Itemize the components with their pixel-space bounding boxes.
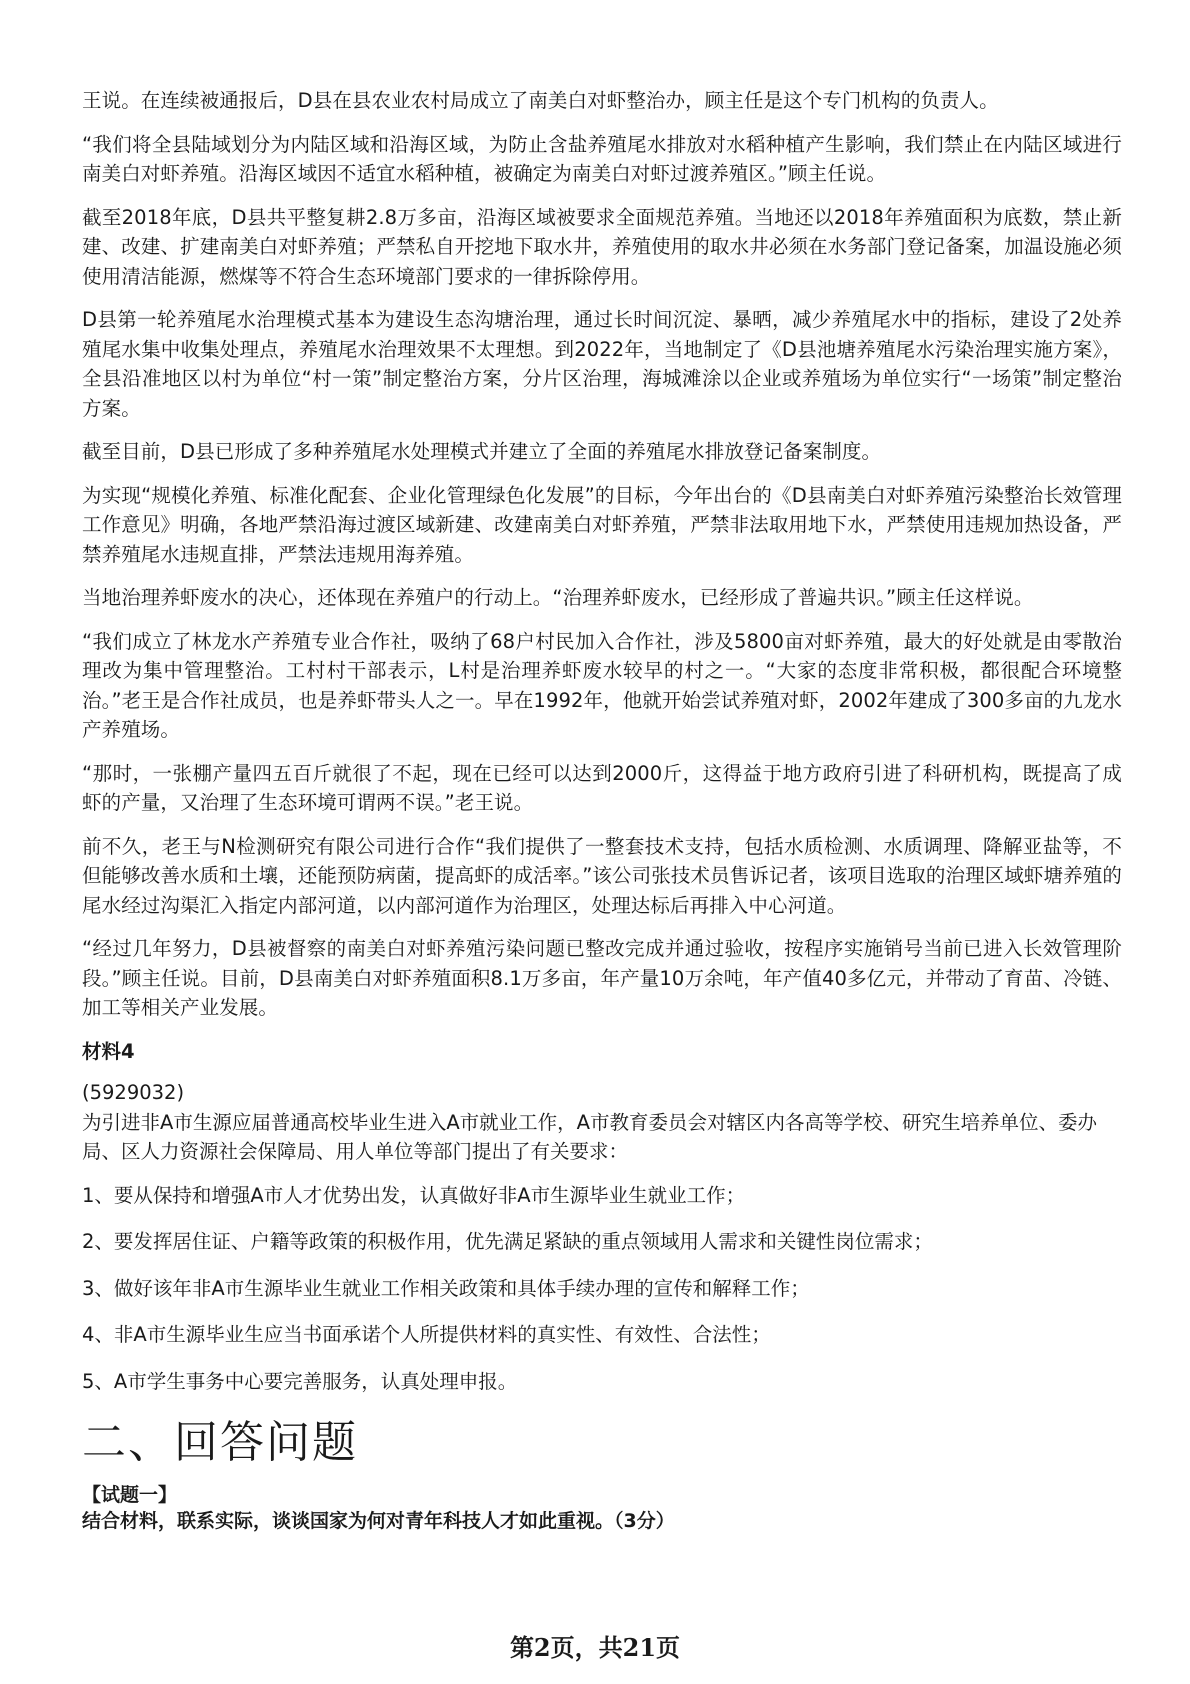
paragraph: “经过几年努力，D县被督察的南美白对虾养殖污染问题已整改完成并通过验收，按程序实施销号当前已进入长效管理阶段。”顾主任说。目前，D县南美白对虾养殖面积8.1万多亩，年产量10万余吨，年产值40多亿元，并带动了育苗、冷链、加工等相关产业发展。 bbox=[82, 937, 1122, 1019]
paragraph: 为实现“规模化养殖、标准化配套、企业化管理绿色化发展”的目标，今年出台的《D县南美白对虾养殖污染整治长效管理工作意见》明确，各地严禁沿海过渡区域新建、改建南美白对虾养殖，严禁非法取用地下水，严禁使用违规加热设备，严禁养殖尾水违规直排，严禁法违规用海养殖。 bbox=[82, 483, 1122, 566]
requirement-item: 5、A市学生事务中心要完善服务，认真处理申报。 bbox=[82, 1369, 518, 1393]
question-tag: 【试题一】 bbox=[82, 1484, 178, 1506]
material-title: 材料4 bbox=[82, 1039, 135, 1063]
requirement-item: 4、非A市生源毕业生应当书面承诺个人所提供材料的真实性、有效性、合法性； bbox=[82, 1323, 771, 1346]
paragraph: “我们将全县陆域划分为内陆区域和沿海区域，为防止含盐养殖尾水排放对水稻种植产生影响，我们禁止在内陆区域进行南美白对虾养殖。沿海区域因不适宜水稻种植，被确定为南美白对虾过渡养殖区。”顾主任说。 bbox=[82, 132, 1122, 185]
paragraph: D县第一轮养殖尾水治理模式基本为建设生态沟塘治理，通过长时间沉淀、暴晒，减少养殖尾水中的指标，建设了2处养殖尾水集中收集处理点，养殖尾水治理效果不太理想。到2022年，当地制定了《D县池塘养殖尾水污染治理实施方案》，全县沿准地区以村为单位“村一策”制定整治方案，分片区治理，海城滩涂以企业或养殖场为单位实行“一场策”制定整治方案。 bbox=[82, 308, 1122, 420]
paragraph: “那时，一张棚产量四五百斤就很了不起，现在已经可以达到2000斤，这得益于地方政府引进了科研机构，既提高了成虾的产量，又治理了生态环境可谓两不误。”老王说。 bbox=[82, 761, 1122, 814]
paragraph: 前不久，老王与N检测研究有限公司进行合作“我们提供了一整套技术支持，包括水质检测、水质调理、降解亚盐等，不但能够改善水质和土壤，还能预防病菌，提高虾的成活率。”该公司张技术员售诉记者，该项目选取的治理区域虾塘养殖的尾水经过沟渠汇入指定内部河道，以内部河道作为治理区，处理达标后再排入中心河道。 bbox=[82, 834, 1122, 917]
paragraph: 当地治理养虾废水的决心，还体现在养殖户的行动上。“治理养虾废水，已经形成了普遍共识。”顾主任这样说。 bbox=[82, 586, 1034, 609]
question-text: 结合材料，联系实际，谈谈国家为何对青年科技人才如此重视。（3分） bbox=[82, 1510, 675, 1532]
page-number: 第2页，共21页 bbox=[509, 1633, 681, 1662]
section-heading: 二、回答问题 bbox=[82, 1417, 358, 1468]
paragraph: 王说。在连续被通报后，D县在县农业农村局成立了南美白对虾整治办，顾主任是这个专门机构的负责人。 bbox=[82, 89, 999, 112]
document-body bbox=[82, 86, 1122, 1534]
paragraph: 截至2018年底，D县共平整复耕2.8万多亩，沿海区域被要求全面规范养殖。当地还以2018年养殖面积为底数，禁止新建、改建、扩建南美白对虾养殖；严禁私自开挖地下取水井，养殖使用的取水井必须在水务部门登记备案，加温设施必须使用清洁能源，燃煤等不符合生态环境部门要求的一律拆除停用。 bbox=[82, 205, 1122, 288]
requirement-item: 3、做好该年非A市生源毕业生就业工作相关政策和具体手续办理的宣传和解释工作； bbox=[82, 1276, 810, 1300]
material-code: (5929032) bbox=[82, 1081, 185, 1104]
requirement-item: 1、要从保持和增强A市人才优势出发，认真做好非A市生源毕业生就业工作； bbox=[82, 1183, 746, 1207]
paragraph: “我们成立了林龙水产养殖专业合作社，吸纳了68户村民加入合作社，涉及5800亩对虾养殖，最大的好处就是由零散治理改为集中管理整治。工村村干部表示，L村是治理养虾废水较早的村之一。“大家的态度非常积极，都很配合环境整治。”老王是合作社成员，也是养虾带头人之一。早在1992年，他就开始尝试养殖对虾，2002年建成了300多亩的九龙水产养殖场。 bbox=[82, 629, 1122, 741]
paragraph: 截至目前，D县已形成了多种养殖尾水处理模式并建立了全面的养殖尾水排放登记备案制度。 bbox=[82, 440, 882, 463]
material-intro: 为引进非A市生源应届普通高校毕业生进入A市就业工作，A市教育委员会对辖区内各高等学校、研究生培养单位、委办局、区人力资源社会保障局、用人单位等部门提出了有关要求： bbox=[82, 1110, 1098, 1163]
requirement-item: 2、要发挥居住证、户籍等政策的积极作用，优先满足紧缺的重点领域用人需求和关键性岗位需求； bbox=[82, 1230, 933, 1253]
